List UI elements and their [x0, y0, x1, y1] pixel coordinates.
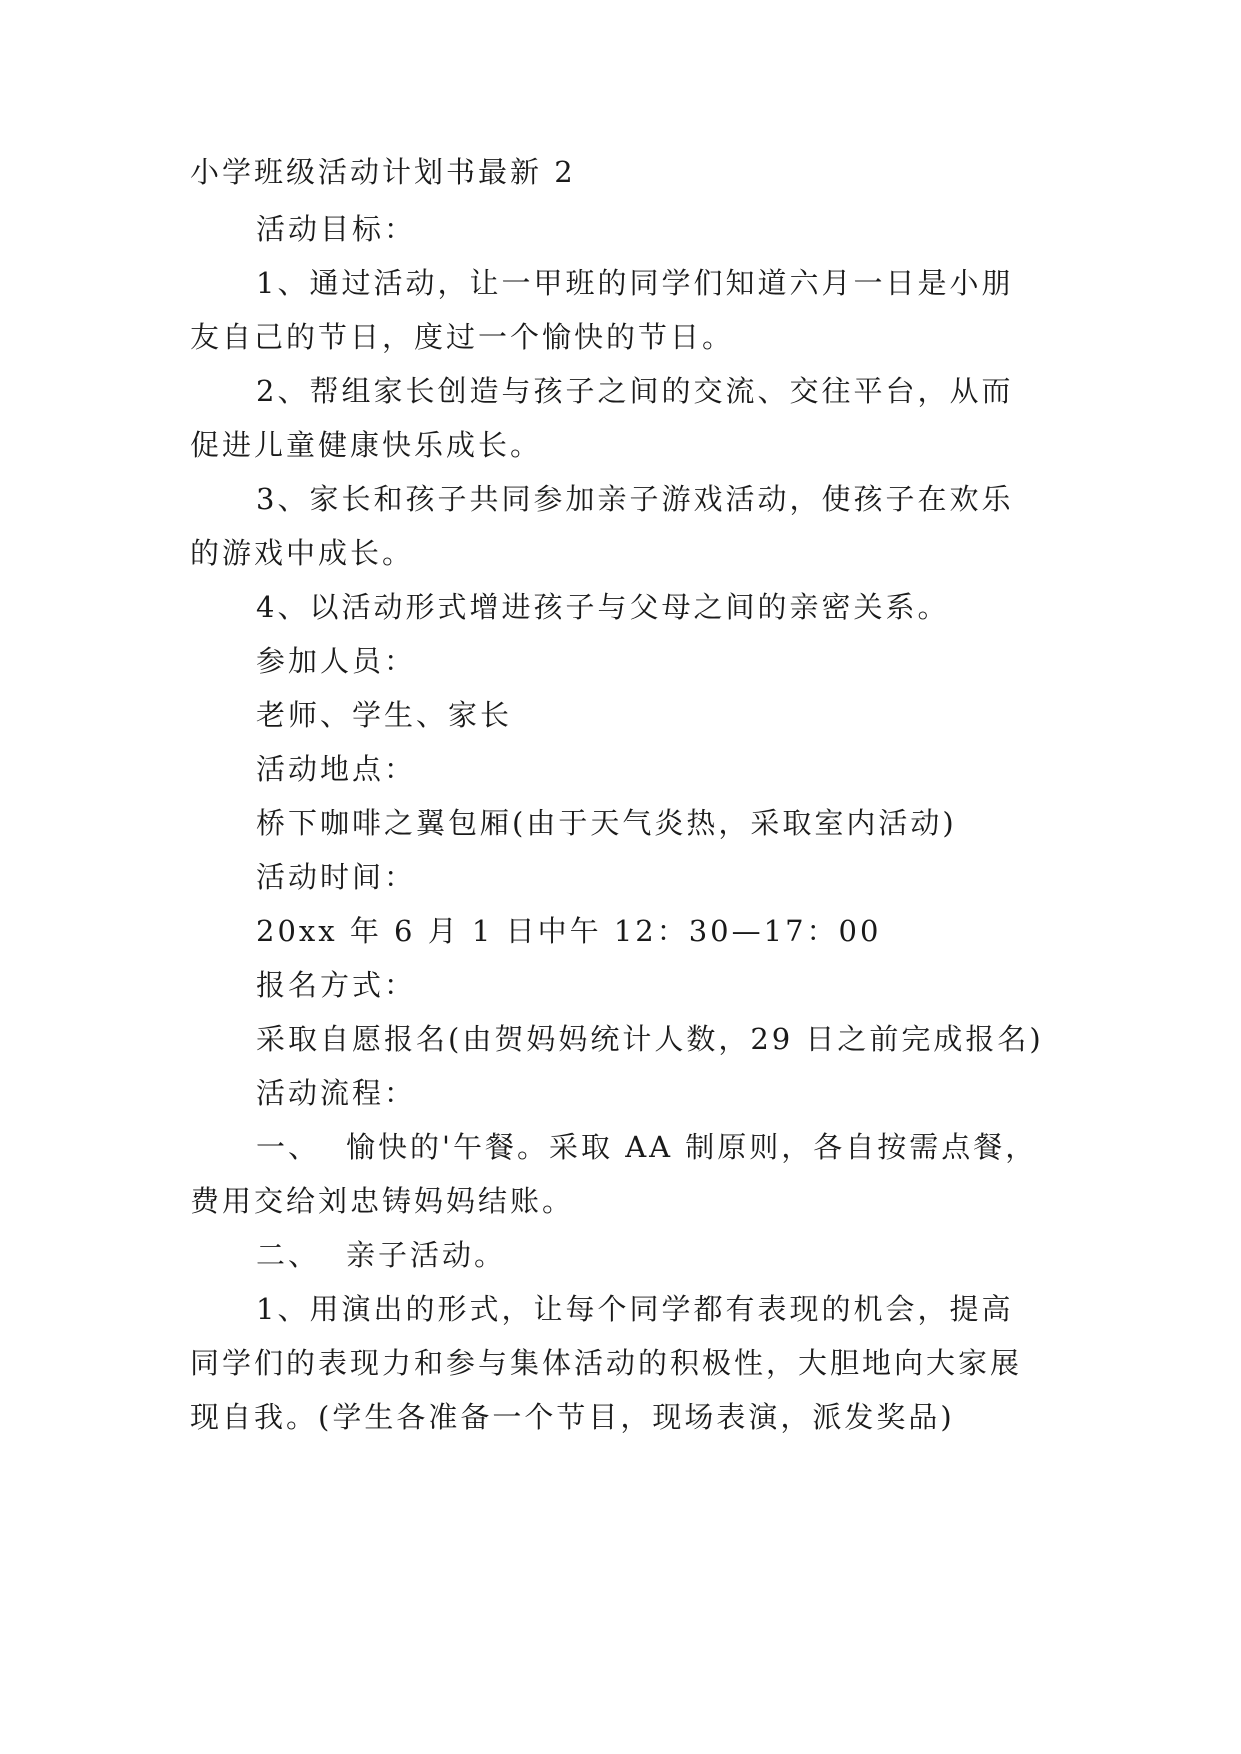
- document-title: 小学班级活动计划书最新 2: [190, 155, 576, 189]
- flow-item-2-number: 二、: [256, 1238, 321, 1272]
- participants-value: 老师、学生、家长: [256, 698, 513, 732]
- flow-heading: 活动流程：: [256, 1076, 417, 1110]
- flow-2-sub-1-line-1: 1、用演出的形式，让每个同学都有表现的机会，提高: [256, 1292, 1014, 1326]
- flow-item-1-text: 愉快的'午餐。采取 AA 制原则，各自按需点餐，: [346, 1130, 1038, 1164]
- flow-2-sub-1-line-3: 现自我。(学生各准备一个节目，现场表演，派发奖品): [190, 1400, 955, 1434]
- signup-value: 采取自愿报名(由贺妈妈统计人数，29 日之前完成报名): [256, 1022, 1044, 1056]
- time-heading: 活动时间：: [256, 860, 417, 894]
- time-value: 20xx 年 6 月 1 日中午 12：30—17：00: [256, 914, 882, 948]
- goal-2-line-1: 2、帮组家长创造与孩子之间的交流、交往平台，从而: [256, 374, 1014, 408]
- goal-1-line-1: 1、通过活动，让一甲班的同学们知道六月一日是小朋: [256, 266, 1014, 300]
- participants-heading: 参加人员：: [256, 644, 417, 678]
- flow-item-1-line-2: 费用交给刘忠铸妈妈结账。: [190, 1184, 575, 1218]
- location-value: 桥下咖啡之翼包厢(由于天气炎热，采取室内活动): [256, 806, 957, 840]
- flow-item-1-number: 一、: [256, 1130, 321, 1164]
- flow-item-2-line-1: [256, 1236, 506, 1274]
- goals-heading: 活动目标：: [256, 212, 417, 246]
- goal-3-line-2: 的游戏中成长。: [190, 536, 415, 570]
- goal-3-line-1: 3、家长和孩子共同参加亲子游戏活动，使孩子在欢乐: [256, 482, 1014, 516]
- signup-heading: 报名方式：: [256, 968, 417, 1002]
- flow-item-2-text: 亲子活动。: [346, 1238, 507, 1272]
- location-heading: 活动地点：: [256, 752, 417, 786]
- goal-1-line-2: 友自己的节日，度过一个愉快的节日。: [190, 320, 735, 354]
- flow-2-sub-1-line-2: 同学们的表现力和参与集体活动的积极性，大胆地向大家展: [190, 1346, 1023, 1380]
- goal-2-line-2: 促进儿童健康快乐成长。: [190, 428, 543, 462]
- flow-item-1-line-1: [256, 1128, 1037, 1166]
- goal-4: 4、以活动形式增进孩子与父母之间的亲密关系。: [256, 590, 950, 624]
